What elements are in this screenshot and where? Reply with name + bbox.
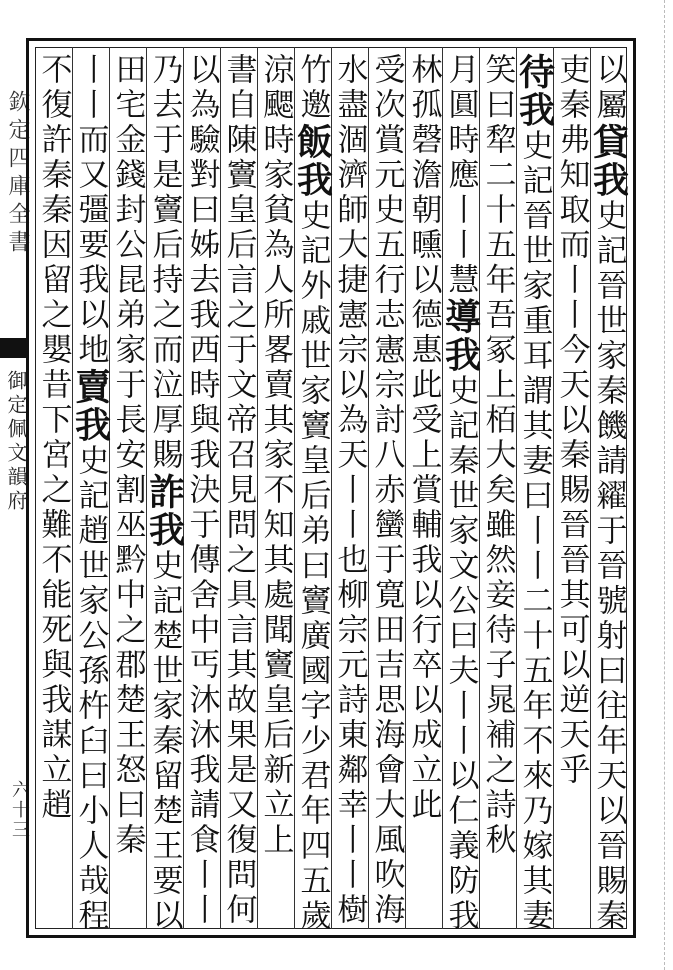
column-text: 林孤磬澹朝曛 (405, 53, 442, 263)
column-divider (146, 47, 147, 929)
page-number: 六十三 (9, 780, 30, 840)
text-column (36, 53, 72, 915)
text-frame (26, 38, 636, 938)
column-text: 田宅金錢封公昆弟家于長安 (109, 53, 146, 473)
headword: 飯我 (291, 123, 334, 199)
edition-title: 欽定四庫全書 (5, 90, 30, 258)
column-divider (442, 47, 443, 929)
column-text: 秦弗知取而丨丨今天以秦賜晉晉其可以逆天乎 (553, 88, 590, 788)
text-column (69, 53, 112, 934)
column-text: 竹邀 (294, 53, 331, 123)
column-text: 史記楚世家秦留楚王要以 (146, 549, 183, 934)
column-text: 以為驗對曰姊去我西時與我決于傳舍中丐沐沐我請食丨丨 (183, 53, 220, 928)
column-divider (590, 47, 591, 929)
headword: 待我 (513, 53, 556, 129)
text-column (258, 53, 294, 915)
text-column (587, 53, 630, 934)
column-divider (553, 47, 554, 929)
column-divider (479, 47, 480, 929)
column-text: 以德惠此受上賞輔我以行卒以成立此 (405, 263, 442, 823)
text-column (291, 53, 334, 934)
column-text: 史記外戚世家竇皇后弟曰竇廣國字少君年四五歲 (294, 199, 331, 934)
column-text: 史記趙世家公孫杵臼曰小人哉程 (72, 444, 109, 934)
column-divider (368, 47, 369, 929)
headword: 賣我 (69, 368, 112, 444)
column-text: 吏 (553, 53, 590, 88)
column-text: 史記秦世家文公曰夫丨丨以仁義防我 (442, 374, 479, 934)
text-column (331, 53, 368, 928)
page-edge (664, 0, 671, 970)
headword: 貸我 (587, 123, 630, 199)
text-column (513, 53, 556, 934)
left-margin (0, 40, 30, 940)
column-text: 受次賞元史五行志憲宗討八赤蠻于寛田吉思海會大風吹海 (368, 53, 405, 928)
text-column (183, 53, 220, 928)
column-text: 丨丨而又彊要我以地 (72, 53, 109, 368)
column-text: 不復許秦秦因留之 (35, 53, 72, 333)
text-column (220, 53, 257, 928)
column-text: 笑曰犂二十五年吾冢上栢大矣雖然妾待子晁補之詩秋 (479, 53, 516, 858)
text-column (143, 53, 186, 934)
column-text: 割巫黔中之郡楚王怒曰秦 (109, 473, 146, 858)
column-text: 史記晉世家重耳謂其妻曰丨丨二十五年不來乃嫁其妻 (516, 129, 553, 934)
column-divider (72, 47, 73, 929)
column-divider (516, 47, 517, 929)
column-divider (109, 47, 110, 929)
fishtail-mark (0, 338, 26, 358)
column-text: 以屬 (590, 53, 627, 123)
text-column (406, 53, 442, 915)
text-column (480, 53, 516, 915)
book-title: 御定佩文韻府 (4, 370, 28, 514)
text-column (554, 53, 590, 915)
column-text: 水盡涸濟師大捷憲宗以為天丨丨也柳宗元詩東鄰幸丨丨樹 (331, 53, 368, 928)
column-text: 書自陳竇皇后言之于文帝召見問之具言其故果是又復問何 (220, 53, 257, 928)
column-divider (220, 47, 221, 929)
column-text: 時家貧為人所畧賣其家不知其處聞竇皇后新立上 (257, 123, 294, 858)
column-text: 史記晉世家秦饑請糴于晉號射曰往年天以晉賜秦 (590, 199, 627, 934)
column-text: 乃去于是竇后持之而泣厚賜 (146, 53, 183, 473)
column-divider (405, 47, 406, 929)
text-column (110, 53, 146, 915)
headword: 導我 (439, 298, 482, 374)
text-column (439, 53, 482, 934)
text-column (368, 53, 405, 928)
column-text: 月圓時應丨丨慧 (442, 53, 479, 298)
headword: 詐我 (143, 473, 186, 549)
column-divider (257, 47, 258, 929)
column-divider (294, 47, 295, 929)
column-text: 涼颸 (257, 53, 294, 123)
column-text: 嬰昔下宮之難不能死與我謀立趙 (35, 333, 72, 823)
